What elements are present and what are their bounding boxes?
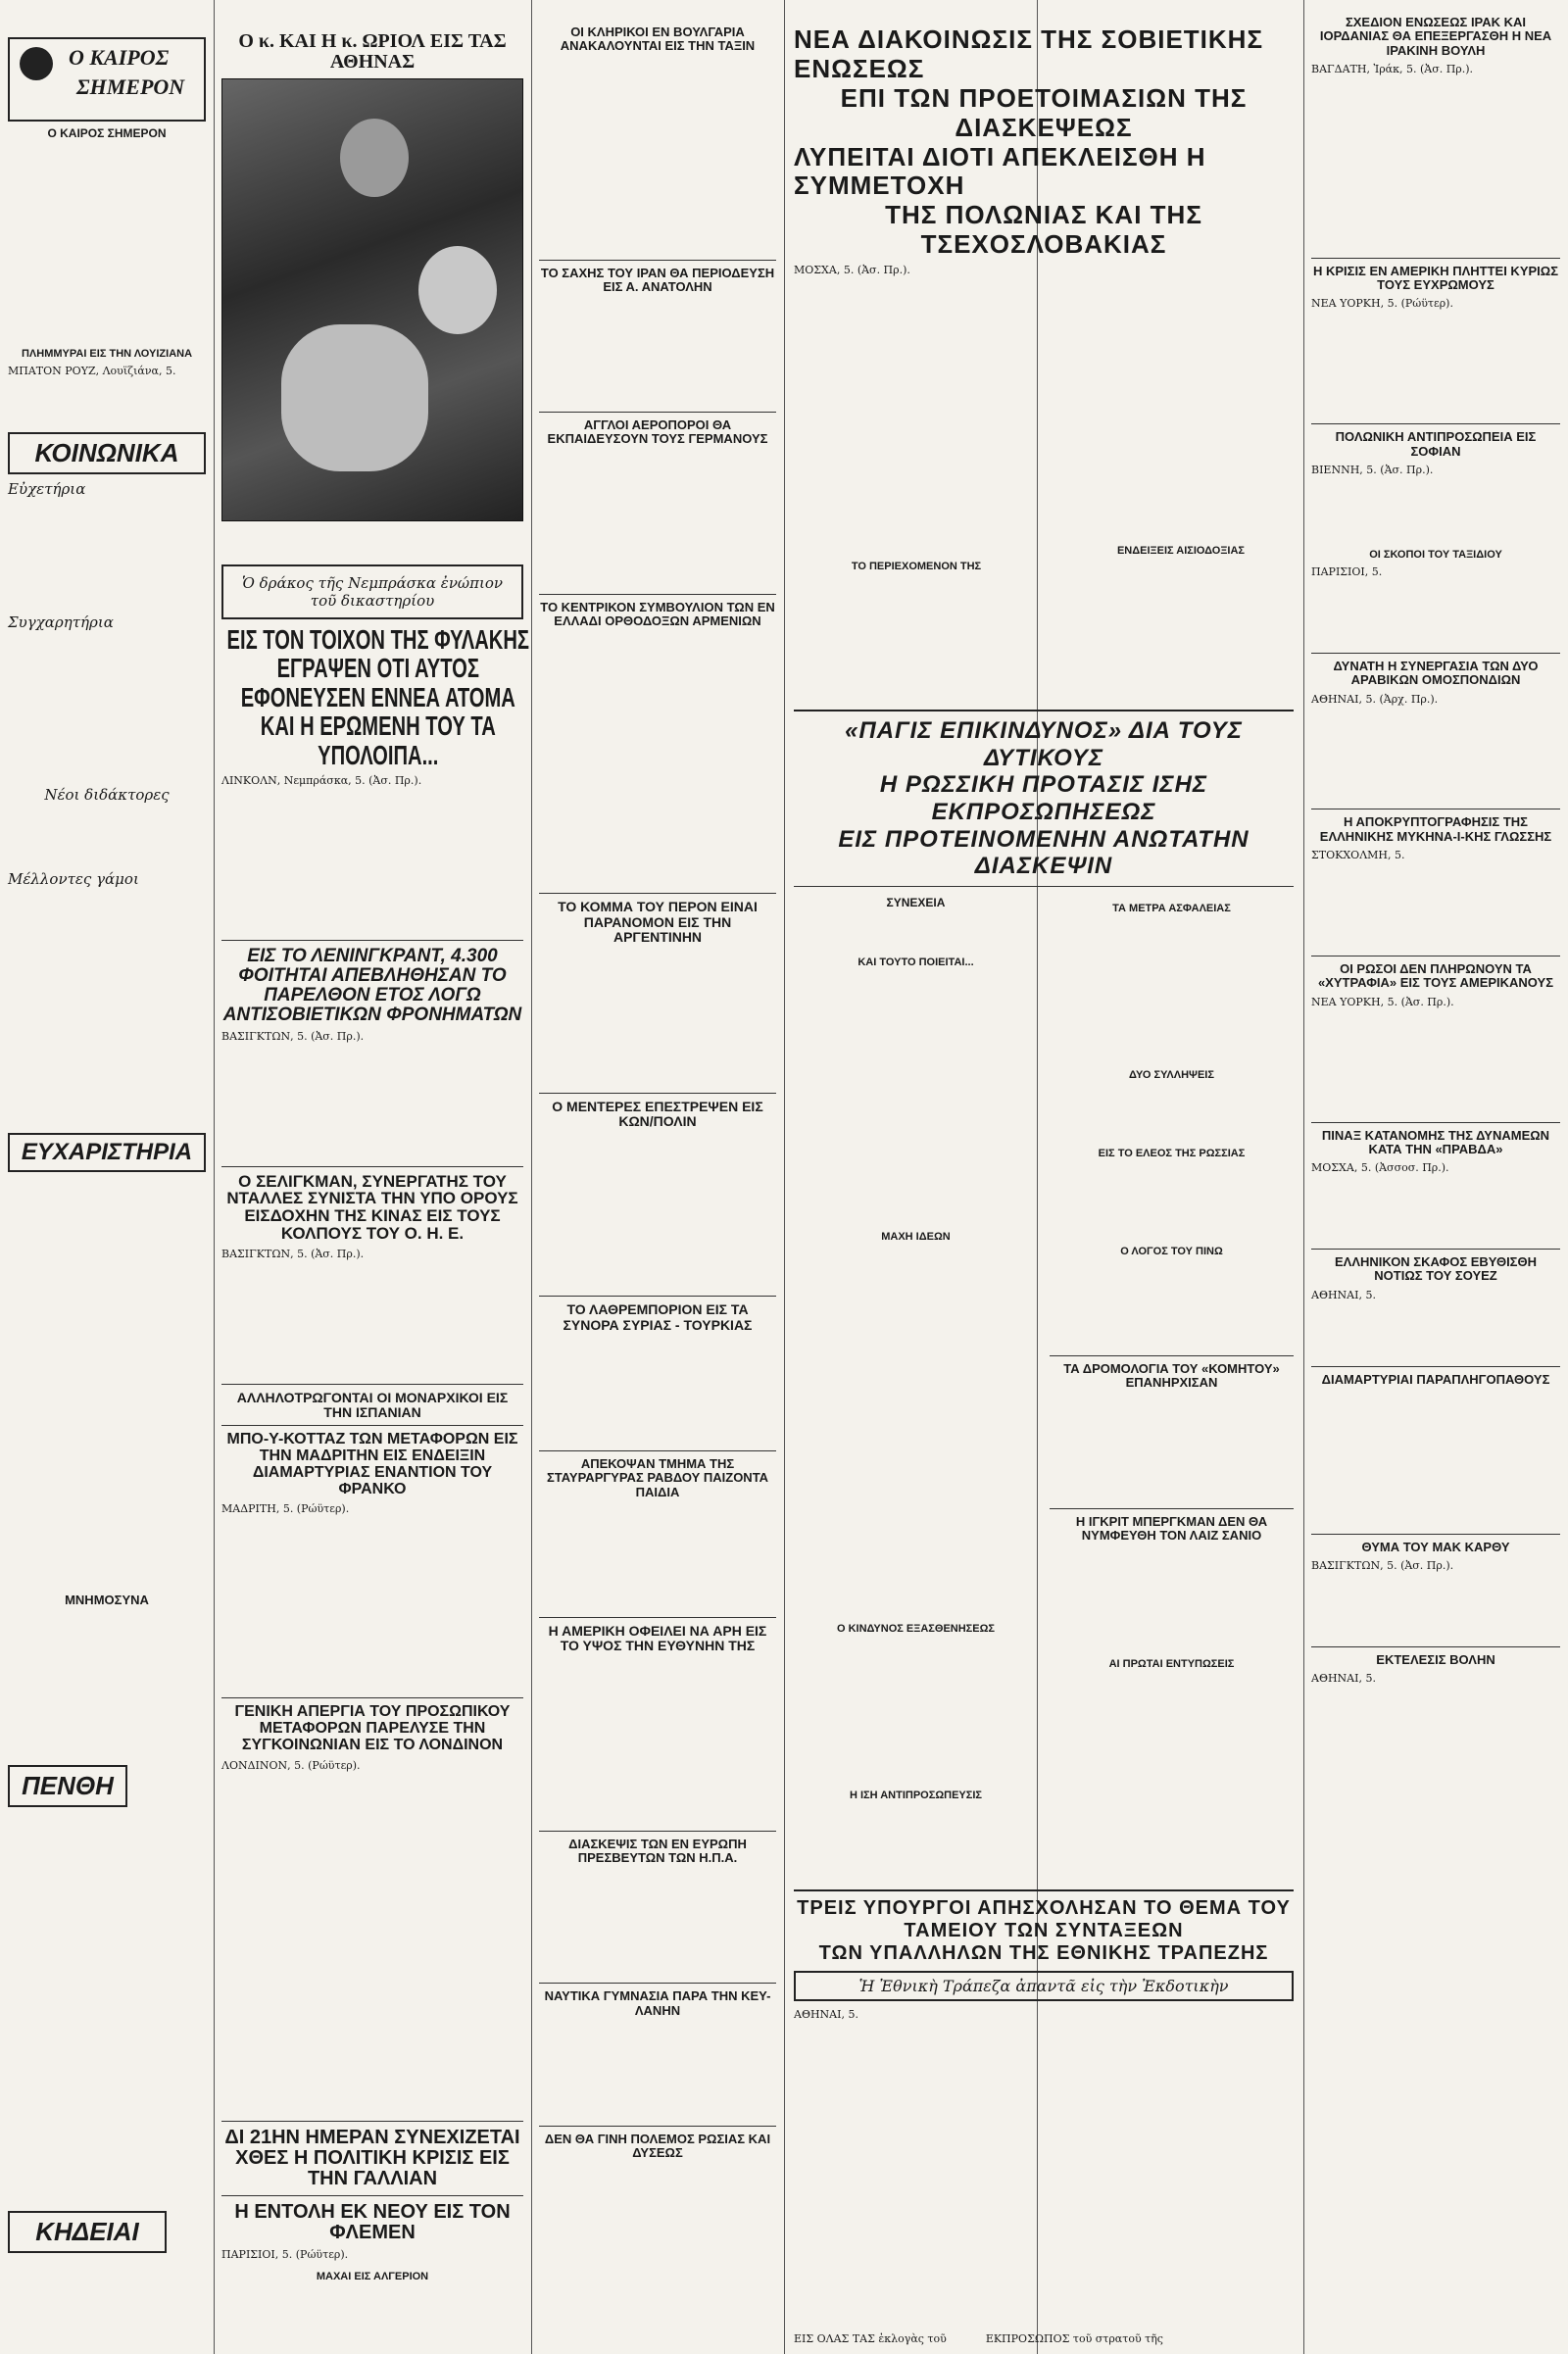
seligman-dateline: ΒΑΣΙΓΚΤΩΝ, 5. (Ἀσ. Πρ.). <box>221 1247 365 1260</box>
mycenaean-dateline: ΣΤΟΚΧΟΛΜΗ, 5. <box>1311 849 1405 862</box>
danger-banner-3: ΕΙΣ ΠΡΟΤΕΙΝΟΜΕΝΗΝ ΑΝΩΤΑΤΗΝ ΔΙΑΣΚΕΨΙΝ <box>838 825 1250 880</box>
ship-heading: ΕΛΛΗΝΙΚΟΝ ΣΚΑΦΟΣ ΕΒΥΘΙΣΘΗ ΝΟΤΙΩΣ ΤΟΥ ΣΟΥΕΖ <box>1335 1254 1537 1284</box>
section-kideiai: ΚΗΔΕΙΑΙ <box>8 2211 167 2253</box>
pravda-dateline: ΜΟΣΧΑ, 5. (Ἀσσοσ. Πρ.). <box>1311 1161 1449 1175</box>
strike-dateline: ΛΟΝΔΙΝΟΝ, 5. (Ρώϋτερ). <box>221 1758 361 1772</box>
lower-columns <box>794 893 1294 1806</box>
mccarthy-heading: ΘΥΜΑ ΤΟΥ ΜΑΚ ΚΑΡΘΥ <box>1361 1539 1510 1554</box>
column-6 <box>1303 0 1568 2354</box>
optimism-subhead: ΕΝΔΕΙΞΕΙΣ ΑΙΣΙΟΔΟΞΙΑΣ <box>1116 545 1246 558</box>
arrests-subhead: ΔΥΟ ΣΥΛΛΗΨΕΙΣ <box>1129 1068 1214 1081</box>
pension-sub-box <box>794 1971 1294 2001</box>
iraq-dateline: ΒΑΓΔΑΤΗ, Ἰράκ, 5. (Ἀσ. Πρ.). <box>1311 62 1474 75</box>
section-koinonika: ΚΟΙΝΩΝΙΚΑ <box>8 432 206 474</box>
peron-heading: ΤΟ ΚΟΜΜΑ ΤΟΥ ΠΕΡΟΝ ΕΙΝΑΙ ΠΑΡΑΝΟΜΟΝ ΕΙΣ ΤΗΝ ΑΡΓΕΝΤΙΝΗΝ <box>558 899 758 946</box>
soviet-banner-4: ΤΗΣ ΠΟΛΩΝΙΑΣ ΚΑΙ ΤΗΣ ΤΣΕΧΟΣΛΟΒΑΚΙΑΣ <box>885 200 1202 260</box>
impressions-subhead: ΑΙ ΠΡΩΤΑΙ ΕΝΤΥΠΩΣΕΙΣ <box>1108 1658 1235 1671</box>
mercy-subhead: ΕΙΣ ΤΟ ΕΛΕΟΣ ΤΗΣ ΡΩΣΣΙΑΣ <box>1098 1148 1246 1159</box>
soviet-banner-3: ΛΥΠΕΙΤΑΙ ΔΙΟΤΙ ΑΠΕΚΛΕΙΣΘΗ Η ΣΥΜΜΕΤΟΧΗ <box>794 141 1206 201</box>
boycott-heading: ΜΠΟ-Υ-ΚΟΤΤΑΖ ΤΩΝ ΜΕΤΑΦΟΡΩΝ ΕΙΣ ΤΗΝ ΜΑΔΡΙΤΗΝ ΕΙΣ ΕΝΔΕΙΞΙΝ ΔΙΑΜΑΡΤΥΡΙΑΣ ΕΝΑΝΤΙΟΝ ΤΟΥ ΦΡΑΝΚΟ <box>226 1431 518 1497</box>
ship-dateline: ΑΘΗΝΑΙ, 5. <box>1311 1288 1376 1301</box>
algeria-subhead: ΜΑΧΑΙ ΕΙΣ ΑΛΓΕΡΙΟΝ <box>316 2270 429 2282</box>
mycenaean-heading: Η ΑΠΟΚΡΥΠΤΟΓΡΑΦΗΣΙΣ ΤΗΣ ΕΛΛΗΝΙΚΗΣ ΜΥΚΗΝΑ-Ι-ΚΗΣ ΓΛΩΣΣΗΣ <box>1319 814 1552 844</box>
footer-left: ΕΙΣ ΟΛΑΣ ΤΑΣ ἐκλογὰς τοῦ <box>794 2332 947 2345</box>
russians-dateline: ΝΕΑ ΥΟΡΚΗ, 5. (Ἀσ. Πρ.). <box>1311 995 1454 1008</box>
column-5 <box>1050 893 1294 1806</box>
column-3 <box>531 0 784 2354</box>
dragon-box <box>221 564 523 619</box>
dragon-heading-text: ΕΙΣ ΤΟΝ ΤΟΙΧΟΝ ΤΗΣ ΦΥΛΑΚΗΣ ΕΓΡΑΨΕΝ ΟΤΙ ΑΥΤΟΣ ΕΦΟΝΕΥΣΕΝ ΕΝΝΕΑ ΑΤΟΜΑ ΚΑΙ Η ΕΡΩΜΕΝΗ ΤΟΥ ΤΑ ΥΠΟΛΟΙΠΑ... <box>226 624 529 770</box>
crisis-dateline: ΝΕΑ ΥΟΡΚΗ, 5. (Ρώϋτερ). <box>1311 297 1453 311</box>
battle-ideas-subhead: ΜΑΧΗ ΙΔΕΩΝ <box>881 1231 951 1244</box>
dragon-subhead: Ὁ δράκος τῆς Νεμπράσκα ἐνώπιον τοῦ δικαστηρίου <box>241 574 504 610</box>
mccarthy-dateline: ΒΑΣΙΓΚΤΩΝ, 5. (Ἀσ. Πρ.). <box>1311 1559 1454 1573</box>
weakening-subhead: Ο ΚΙΝΔΥΝΟΣ ΕΞΑΣΘΕΝΗΣΕΩΣ <box>836 1623 996 1636</box>
russians-heading: ΟΙ ΡΩΣΟΙ ΔΕΝ ΠΛΗΡΩΝΟΥΝ ΤΑ «ΧΥΤΡΑΦΙΑ» ΕΙΣ ΤΟΥΣ ΑΜΕΡΙΚΑΝΟΥΣ <box>1317 960 1554 991</box>
pension-dateline: ΑΘΗΝΑΙ, 5. <box>794 2008 858 2022</box>
sub-syxaritiria: Συγχαρητήρια <box>8 613 114 632</box>
leningrad-heading: ΕΙΣ ΤΟ ΛΕΝΙΝΓΚΡΑΝΤ, 4.300 ΦΟΙΤΗΤΑΙ ΑΠΕΒΛΗΘΗΣΑΝ ΤΟ ΠΑΡΕΛΘΟΝ ΕΤΟΣ ΛΟΓΩ ΑΝΤΙΣΟΒΙΕΤΙΚΩΝ ΦΡΟΝΗΜΑΤΩΝ <box>222 945 522 1025</box>
boycott-dateline: ΜΑΔΡΙΤΗ, 5. (Ρώϋτερ). <box>221 1502 350 1516</box>
bergman-heading: Η ΙΓΚΡΙΤ ΜΠΕΡΓΚΜΑΝ ΔΕΝ ΘΑ ΝΥΜΦΕΥΘΗ ΤΟΝ ΛΑΙΖ ΣΑΝΙΟ <box>1075 1513 1268 1544</box>
arab-heading: ΔΥΝΑΤΗ Η ΣΥΝΕΡΓΑΣΙΑ ΤΩΝ ΔΥΟ ΑΡΑΒΙΚΩΝ ΟΜΟΣΠΟΝΔΙΩΝ <box>1333 658 1539 688</box>
smuggling-heading: ΤΟ ΛΑΘΡΕΜΠΟΡΙΟΝ ΕΙΣ ΤΑ ΣΥΝΟΡΑ ΣΥΡΙΑΣ - ΤΟΥΡΚΙΑΣ <box>563 1301 753 1333</box>
polish-dateline: ΒΙΕΝΝΗ, 5. (Ἀσ. Πρ.). <box>1311 463 1434 476</box>
clergy-heading: ΟΙ ΚΛΗΡΙΚΟΙ ΕΝ ΒΟΥΛΓΑΡΙΑ ΑΝΑΚΑΛΟΥΝΤΑΙ ΕΙΣ ΤΗΝ ΤΑΞΙΝ <box>560 25 756 54</box>
soviet-banner-1: ΝΕΑ ΔΙΑΚΟΙΝΩΣΙΣ ΤΗΣ ΣΟΒΙΕΤΙΚΗΣ ΕΝΩΣΕΩΣ <box>794 25 1264 83</box>
dragon-heading <box>226 624 529 770</box>
polish-heading: ΠΟΛΩΝΙΚΗ ΑΝΤΙΠΡΟΣΩΠΕΙΑ ΕΙΣ ΣΟΦΙΑΝ <box>1335 429 1537 459</box>
continuation-subhead: ΣΥΝΕΧΕΙΑ <box>886 895 946 909</box>
no-war-heading: ΔΕΝ ΘΑ ΓΙΝΗ ΠΟΛΕΜΟΣ ΡΩΣΙΑΣ ΚΑΙ ΔΥΣΕΩΣ <box>544 2131 771 2161</box>
columns-4-5 <box>784 0 1303 2354</box>
pravda-heading: ΠΙΝΑΞ ΚΑΤΑΝΟΜΗΣ ΤΗΣ ΔΥΝΑΜΕΩΝ ΚΑΤΑ ΤΗΝ «ΠΡΑΒΔΑ» <box>1321 1127 1550 1156</box>
france-crisis-heading: ΔΙ 21ΗΝ ΗΜΕΡΑΝ ΣΥΝΕΧΙΖΕΤΑΙ ΧΘΕΣ Η ΠΟΛΙΤΙΚΗ ΚΡΙΣΙΣ ΕΙΣ ΤΗΝ ΓΑΛΛΙΑΝ <box>224 2126 520 2189</box>
leningrad-dateline: ΒΑΣΙΓΚΤΩΝ, 5. (Ἀσ. Πρ.). <box>221 1029 365 1043</box>
column-1 <box>0 0 214 2354</box>
iraq-heading: ΣΧΕΔΙΟΝ ΕΝΩΣΕΩΣ ΙΡΑΚ ΚΑΙ ΙΟΡΔΑΝΙΑΣ ΘΑ ΕΠΕΞΕΡΓΑΣΘΗ Η ΝΕΑ ΙΡΑΚΙΝΗ ΒΟΥΛΗ <box>1319 15 1552 58</box>
shah-heading: ΤΟ ΣΑΧΗΣ ΤΟΥ ΙΡΑΝ ΘΑ ΠΕΡΙΟΔΕΥΣΗ ΕΙΣ Α. ΑΝΑΤΟΛΗΝ <box>540 265 775 294</box>
sub-mellontes-gamoi: Μέλλοντες γάμοι <box>8 870 139 889</box>
flood-heading: ΠΛΗΜΜΥΡΑΙ ΕΙΣ ΤΗΝ ΛΟΥΙΖΙΑΝΑ <box>21 348 193 361</box>
section-eyxaristiria: ΕΥΧΑΡΙΣΤΗΡΙΑ <box>8 1133 206 1172</box>
soviet-banner-2: ΕΠΙ ΤΩΝ ΠΡΟΕΤΟΙΜΑΣΙΩΝ ΤΗΣ ΔΙΑΣΚΕΨΕΩΣ <box>840 82 1248 142</box>
equal-rep-subhead: Η ΙΣΗ ΑΝΤΙΠΡΟΣΩΠΕΥΣΙΣ <box>849 1790 983 1802</box>
menderes-heading: Ο ΜΕΝΤΕΡΕΣ ΕΠΕΣΤΡΕΨΕΝ ΕΙΣ ΚΩΝ/ΠΟΛΙΝ <box>552 1098 763 1129</box>
sub-nees-didaktores: Νέοι διδάκτορες <box>44 786 170 805</box>
column-2 <box>214 0 531 2354</box>
america-heading: Η ΑΜΕΡΙΚΗ ΟΦΕΙΛΕΙ ΝΑ ΑΡΗ ΕΙΣ ΤΟ ΥΨΟΣ ΤΗΝ ΕΥΘΥΝΗΝ ΤΗΣ <box>548 1623 767 1654</box>
sun-icon <box>20 47 53 80</box>
airmen-heading: ΑΓΓΛΟΙ ΑΕΡΟΠΟΡΟΙ ΘΑ ΕΚΠΑΙΔΕΥΣΟΥΝ ΤΟΥΣ ΓΕΡΜΑΝΟΥΣ <box>547 417 768 447</box>
section-penthi: ΠΕΝΘΗ <box>8 1765 127 1807</box>
arab-dateline: ΑΘΗΝΑΙ, 5. (Ἀρχ. Πρ.). <box>1311 692 1439 706</box>
weather-heading: Ο ΚΑΙΡΟΣ ΣΗΜΕΡΟΝ <box>47 126 167 140</box>
seligman-heading: Ο ΣΕΛΙΓΚΜΑΝ, ΣΥΝΕΡΓΑΤΗΣ ΤΟΥ ΝΤΑΛΛΕΣ ΣΥΝΙΣΤΑ ΤΗΝ ΥΠΟ ΟΡΟΥΣ ΕΙΣΔΟΧΗΝ ΤΗΣ ΚΙΝΑΣ ΕΙΣ ΤΟΥΣ ΚΟΛΠΟΥΣ ΤΟΥ Ο. Η. Ε. <box>226 1171 518 1244</box>
pension-banner-1: ΤΡΕΙΣ ΥΠΟΥΡΓΟΙ ΑΠΗΣΧΟΛΗΣΑΝ ΤΟ ΘΕΜΑ ΤΟΥ ΤΑΜΕΙΟΥ ΤΩΝ ΣΥΝΤΑΞΕΩΝ <box>797 1897 1291 1942</box>
and-this-subhead: ΚΑΙ ΤΟΥΤΟ ΠΟΙΕΙΤΑΙ... <box>858 956 974 968</box>
auriol-photo <box>221 78 523 521</box>
pinay-subhead: Ο ΛΟΓΟΣ ΤΟΥ ΠΙΝΩ <box>1120 1246 1223 1258</box>
execution-heading: ΕΚΤΕΛΕΣΙΣ ΒΟΛΗΝ <box>1376 1652 1495 1668</box>
naval-heading: ΝΑΥΤΙΚΑ ΓΥΜΝΑΣΙΑ ΠΑΡΑ ΤΗΝ ΚΕΥ-ΛΑΝΗΝ <box>544 1988 771 2018</box>
strike-heading: ΓΕΝΙΚΗ ΑΠΕΡΓΙΑ ΤΟΥ ΠΡΟΣΩΠΙΚΟΥ ΜΕΤΑΦΟΡΩΝ ΠΑΡΕΛΥΣΕ ΤΗΝ ΣΥΓΚΟΙΝΩΝΙΑΝ ΕΙΣ ΤΟ ΛΟΝΔΙΝΟΝ <box>234 1703 511 1753</box>
dragon-dateline: ΛΙΝΚΟΛΝ, Νεμπράσκα, 5. (Ἀσ. Πρ.). <box>221 773 422 787</box>
weather-logo <box>8 37 206 122</box>
section-mnimosyna: ΜΝΗΜΟΣΥΝΑ <box>65 1593 149 1608</box>
pension-banner-2: ΤΩΝ ΥΠΑΛΛΗΛΩΝ ΤΗΣ ΕΘΝΙΚΗΣ ΤΡΑΠΕΖΗΣ <box>818 1942 1269 1965</box>
logo-text-top: Ο ΚΑΙΡΟΣ <box>69 45 170 70</box>
danger-banner-2: Η ΡΩΣΣΙΚΗ ΠΡΟΤΑΣΙΣ ΙΣΗΣ ΕΚΠΡΟΣΩΠΗΣΕΩΣ <box>879 771 1208 826</box>
sub-euxetiria: Εὐχετήρια <box>8 480 86 499</box>
trip-dateline: ΠΑΡΙΣΙΟΙ, 5. <box>1311 564 1383 578</box>
armenians-heading: ΤΟ ΚΕΝΤΡΙΚΟΝ ΣΥΜΒΟΥΛΙΟΝ ΤΩΝ ΕΝ ΕΛΛΑΔΙ ΟΡΘΟΔΟΞΩΝ ΑΡΜΕΝΙΩΝ <box>540 599 775 629</box>
execution-dateline: ΑΘΗΝΑΙ, 5. <box>1311 1672 1376 1686</box>
soviet-dateline: ΜΟΣΧΑ, 5. (Ἀσ. Πρ.). <box>794 264 910 277</box>
security-subhead: ΤΑ ΜΕΤΡΑ ΑΣΦΑΛΕΙΑΣ <box>1112 902 1231 914</box>
footer-right: ΕΚΠΡΟΣΩΠΟΣ τοῦ στρατοῦ τῆς <box>985 2332 1163 2345</box>
pflimlin-heading: Η ΕΝΤΟΛΗ ΕΚ ΝΕΟΥ ΕΙΣ ΤΟΝ ΦΛΕΜΕΝ <box>234 2200 511 2243</box>
stick-heading: ΑΠΕΚΟΨΑΝ ΤΜΗΜΑ ΤΗΣ ΣΤΑΥΡΑΡΓΥΡΑΣ ΡΑΒΔΟΥ ΠΑΙΖΟΝΤΑ ΠΑΙΔΙΑ <box>546 1456 769 1499</box>
footer-line <box>794 2332 1163 2345</box>
monarchists-heading: ΑΛΛΗΛΟΤΡΩΓΟΝΤΑΙ ΟΙ ΜΟΝΑΡΧΙΚΟΙ ΕΙΣ ΤΗΝ ΙΣΠΑΝΙΑΝ <box>236 1389 509 1420</box>
flood-dateline: ΜΠΑΤΟΝ ΡΟΥΖ, Λουϊζιάνα, 5. <box>8 365 176 378</box>
content-subhead: ΤΟ ΠΕΡΙΕΧΟΜΕΝΟΝ ΤΗΣ <box>851 561 982 573</box>
crisis-heading: Η ΚΡΙΣΙΣ ΕΝ ΑΜΕΡΙΚΗ ΠΛΗΤΤΕΙ ΚΥΡΙΩΣ ΤΟΥΣ ΕΥΧΡΩΜΟΥΣ <box>1312 263 1559 293</box>
column-4 <box>794 893 1038 1806</box>
pflimlin-dateline: ΠΑΡΙΣΙΟΙ, 5. (Ρώϋτερ). <box>221 2247 349 2261</box>
comet-heading: ΤΑ ΔΡΟΜΟΛΟΓΙΑ ΤΟΥ «ΚΟΜΗΤΟΥ» ΕΠΑΝΗΡΧΙΣΑΝ <box>1063 1361 1280 1391</box>
logo-text-bottom: ΣΗΜΕΡΟΝ <box>76 74 185 99</box>
trip-subhead: ΟΙ ΣΚΟΠΟΙ ΤΟΥ ΤΑΞΙΔΙΟΥ <box>1369 548 1502 561</box>
auriol-heading: Ο κ. ΚΑΙ Η κ. ΩΡΙΟΛ ΕΙΣ ΤΑΣ ΑΘΗΝΑΣ <box>238 30 507 73</box>
ambassadors-heading: ΔΙΑΣΚΕΨΙΣ ΤΩΝ ΕΝ ΕΥΡΩΠΗ ΠΡΕΣΒΕΥΤΩΝ ΤΩΝ Η.Π.Α. <box>568 1836 747 1866</box>
pension-subhead: Ἡ Ἐθνικὴ Τράπεζα ἀπαντᾶ εἰς τὴν Ἐκδοτικὴν <box>858 1977 1229 1996</box>
danger-banner-1: «ΠΑΓΙΣ ΕΠΙΚΙΝΔΥΝΟΣ» ΔΙΑ ΤΟΥΣ ΔΥΤΙΚΟΥΣ <box>845 717 1243 771</box>
protests-heading: ΔΙΑΜΑΡΤΥΡΙΑΙ ΠΑΡΑΠΛΗΓΟΠΑΘΟΥΣ <box>1321 1371 1550 1387</box>
